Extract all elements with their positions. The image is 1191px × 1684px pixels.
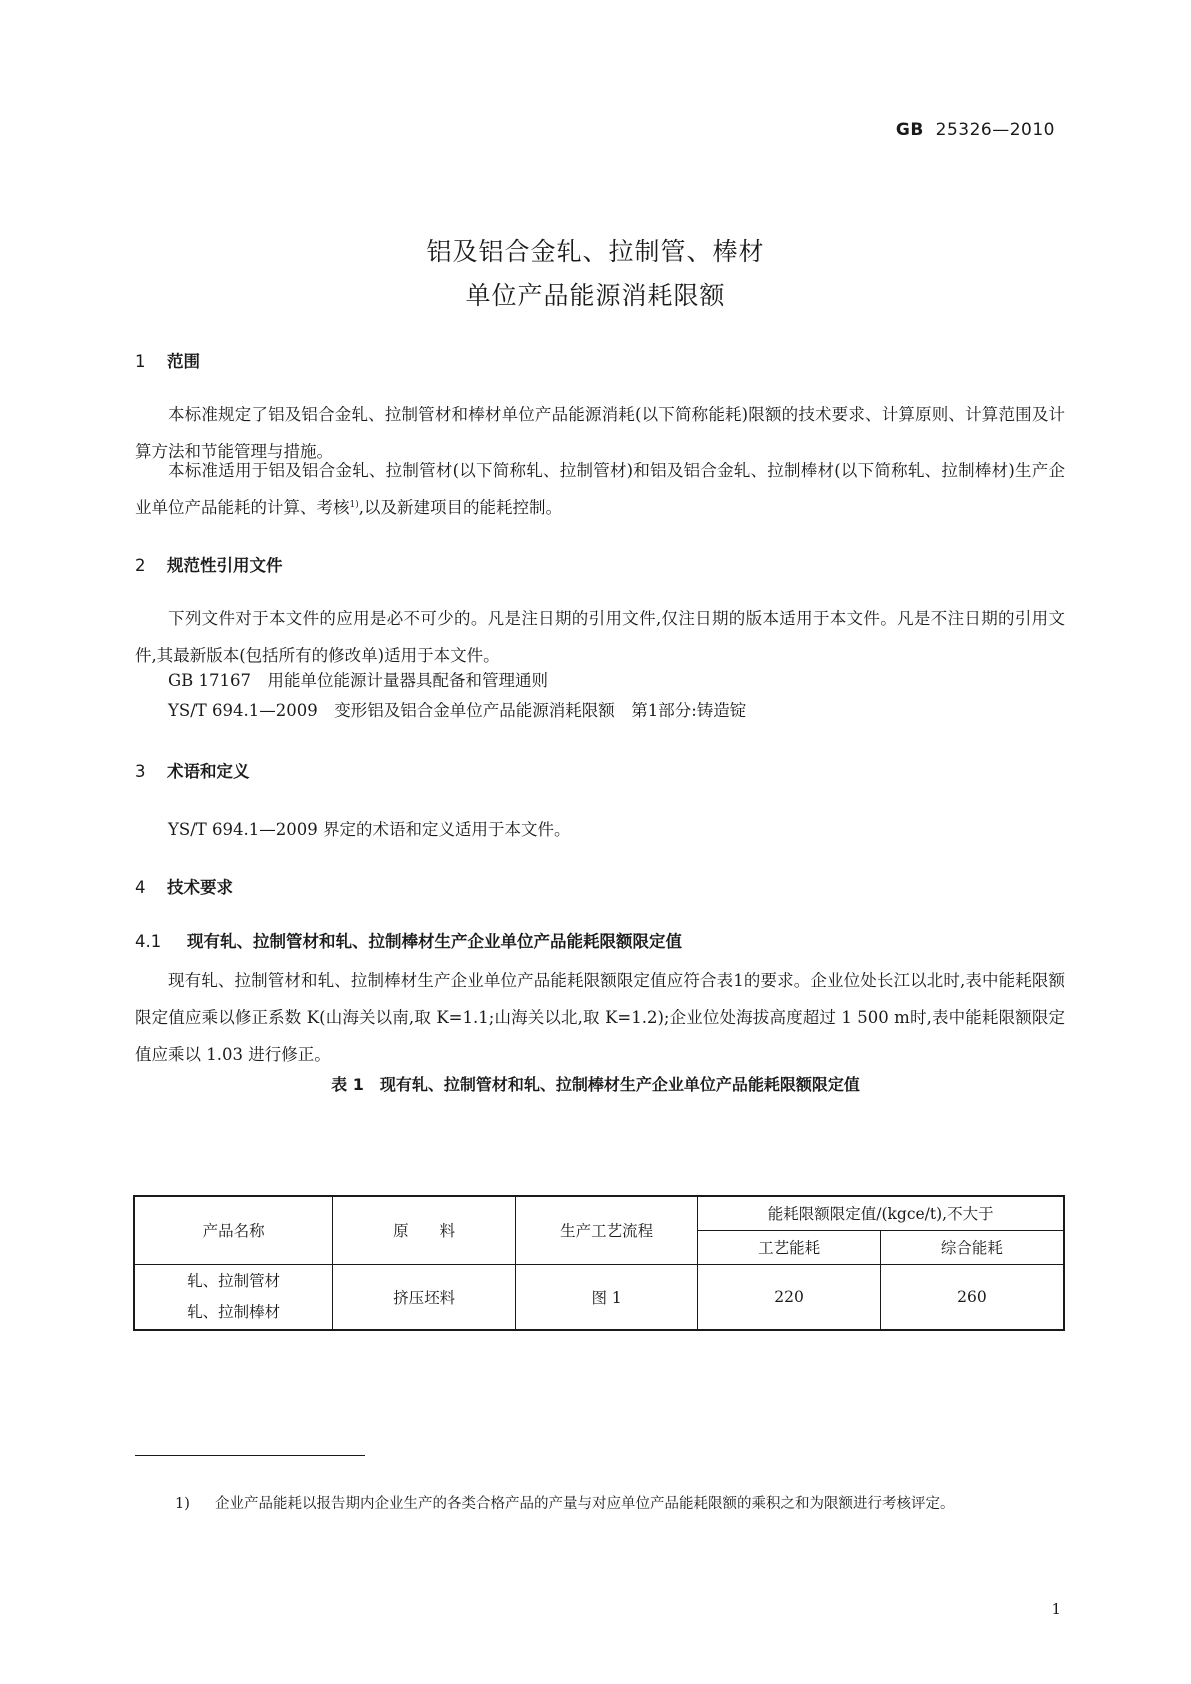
section-1-para-2: 本标准适用于铝及铝合金轧、拉制管材(以下简称轧、拉制管材)和铝及铝合金轧、拉制棒材(以下简称轧、拉制棒材)生产企业单位产品能耗的计算、考核$^{1)}$,以及新建项目的能耗控制。 [135, 461, 1065, 517]
table-row [134, 1264, 1064, 1330]
section-2-para-1: 下列文件对于本文件的应用是必不可少的。凡是注日期的引用文件,仅注日期的版本适用于本文件。凡是不注日期的引用文件,其最新版本(包括所有的修改单)适用于本文件。 [135, 609, 1065, 665]
page-number: 1 [1051, 1600, 1061, 1618]
table-1-caption: 表 1 现有轧、拉制管材和轧、拉制棒材生产企业单位产品能耗限额限定值 [331, 1075, 860, 1094]
doc-title-line2: 单位产品能源消耗限额 [465, 281, 726, 310]
header-material: 原 料 [333, 1196, 516, 1264]
section-1-para-1: 本标准规定了铝及铝合金轧、拉制管材和棒材单位产品能源消耗(以下简称能耗)限额的技术要求、计算原则、计算范围及计算方法和节能管理与措施。 [135, 405, 1065, 461]
standard-code: GB 25326—2010 [895, 120, 1055, 140]
section-3-heading: 3 术语和定义 [135, 762, 250, 781]
energy-limit-table [133, 1195, 1065, 1331]
section-3-para-1: YS/T 694.1—2009 界定的术语和定义适用于本文件。 [168, 820, 571, 839]
cell-material: 挤压坯料 [333, 1264, 516, 1330]
footnote-text: 企业产品能耗以报告期内企业生产的各类合格产品的产量与对应单位产品能耗限额的乘积之和为限额进行考核评定。 [215, 1496, 955, 1512]
header-process: 生产工艺流程 [515, 1196, 698, 1264]
cell-process: 图 1 [515, 1264, 698, 1330]
section-1-heading: 1 范围 [135, 352, 200, 371]
footnote [175, 1488, 1065, 1521]
cell-total-energy: 260 [880, 1264, 1064, 1330]
header-energy-limit: 能耗限额限定值/(kgce/t),不大于 [698, 1196, 1064, 1230]
section-4-heading: 4 技术要求 [135, 878, 233, 897]
footnote-divider [135, 1455, 365, 1456]
header-product-name: 产品名称 [134, 1196, 333, 1264]
cell-process-energy: 220 [698, 1264, 881, 1330]
section-4-1-para-1: 现有轧、拉制管材和轧、拉制棒材生产企业单位产品能耗限额限定值应符合表1的要求。企业位处长江以北时,表中能耗限额限定值应乘以修正系数 K(山海关以南,取 K=1.1;山海关以北,取 K=1.2);企业位处海拔高度超过 1 500 m时,表中能耗限额限定值应乘以 1.03 进行修正。 [135, 971, 1065, 1064]
reference-yst694: YS/T 694.1—2009 变形铝及铝合金单位产品能源消耗限额 第1部分:铸造锭 [168, 701, 747, 720]
section-2-heading: 2 规范性引用文件 [135, 556, 283, 575]
section-4-1-heading: 4.1 现有轧、拉制管材和轧、拉制棒材生产企业单位产品能耗限额限定值 [135, 932, 682, 951]
footnote-mark: 1) [175, 1496, 190, 1512]
header-process-energy: 工艺能耗 [698, 1230, 881, 1264]
reference-gb17167: GB 17167 用能单位能源计量器具配备和管理通则 [168, 671, 549, 690]
doc-title-line1: 铝及铝合金轧、拉制管、棒材 [426, 237, 765, 266]
footnote-ref: 1) [349, 500, 359, 510]
cell-product-name: 轧、拉制管材 轧、拉制棒材 [134, 1264, 333, 1330]
header-total-energy: 综合能耗 [880, 1230, 1064, 1264]
